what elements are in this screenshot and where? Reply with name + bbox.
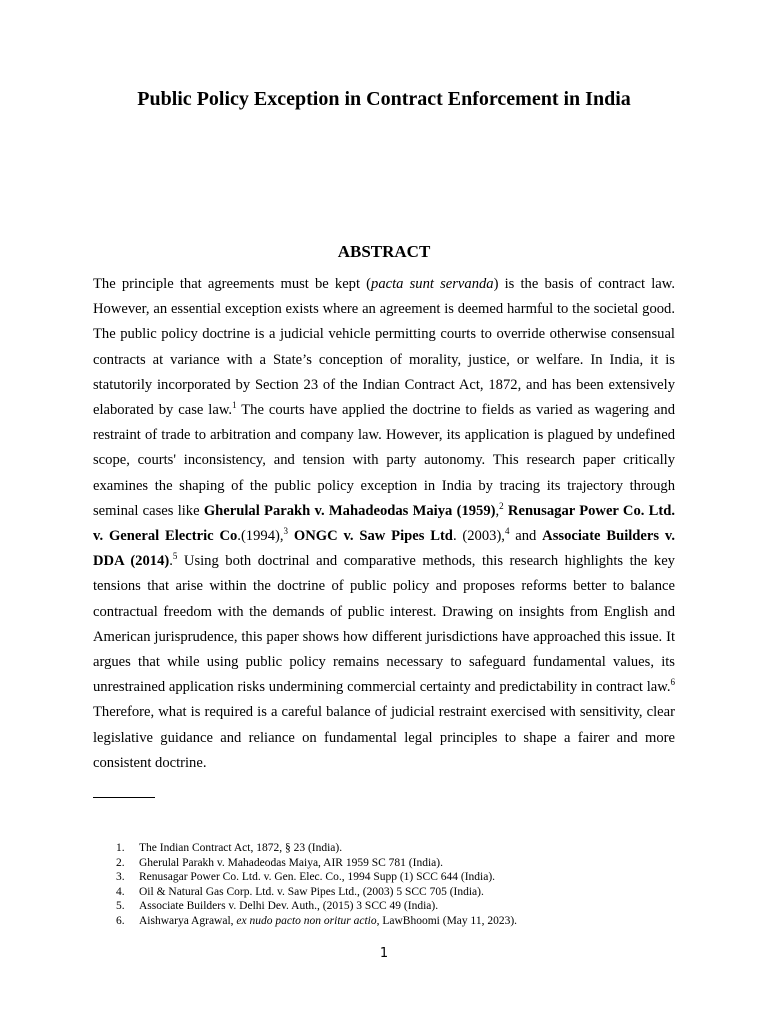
footnote-number: 5. bbox=[116, 900, 125, 912]
footnote-ref-3[interactable]: 3 bbox=[283, 526, 289, 537]
abstract-text: The courts have applied the doctrine to fields as varied as wagering and restraint of trade to arbitration and company law. However, its application is plagued by undefined scope, courts' inconsistency, and tension with party autonomy. This research paper critically examines the shaping of the public policy exception in India by tracing its trajectory through seminal cases like bbox=[93, 402, 675, 519]
footnote-item bbox=[92, 885, 692, 900]
footnote-number: 2. bbox=[116, 856, 125, 869]
abstract-text: and bbox=[509, 528, 543, 545]
footnote-item bbox=[92, 870, 692, 885]
footnote-text: Associate Builders v. Delhi Dev. Auth., (2015) 3 SCC 49 (India). bbox=[139, 900, 439, 912]
footnote-item bbox=[92, 914, 692, 929]
footnote-ref-1[interactable]: 1 bbox=[232, 400, 237, 411]
abstract-paragraph bbox=[93, 272, 675, 776]
footnote-item bbox=[92, 899, 692, 914]
abstract-text: , bbox=[495, 502, 500, 519]
footnote-number: 1. bbox=[116, 842, 125, 854]
footnote-text: Gherulal Parakh v. Mahadeodas Maiya, AIR 1959 SC 781 (India). bbox=[139, 856, 443, 869]
case-name: Associate Builders v. DDA (2014) bbox=[93, 528, 676, 570]
abstract-text: . (2003), bbox=[452, 528, 505, 545]
case-name: Renusagar Power Co. Ltd. v. General Electric Co bbox=[93, 502, 676, 545]
footnote-ref-6[interactable]: 6 bbox=[670, 677, 675, 688]
case-name: Gherulal Parakh v. Mahadeodas Maiya (1959) bbox=[203, 502, 496, 519]
case-name: ONGC v. Saw Pipes Ltd bbox=[293, 528, 453, 545]
abstract-text: . bbox=[169, 553, 173, 570]
abstract-text: Therefore, what is required is a careful balance of judicial restraint exercised with sensitivity, clear legislative guidance and reliance on fundamental legal principles to shape a fairer and more consistent doctrine. bbox=[93, 704, 675, 771]
footnote-text-part: , LawBhoomi (May 11, 2023). bbox=[376, 914, 518, 927]
footnote-text bbox=[139, 914, 692, 929]
footnote-ref-5[interactable]: 5 bbox=[172, 551, 178, 562]
abstract-text: The principle that agreements must be kept ( bbox=[93, 276, 372, 292]
abstract-text: Using both doctrinal and comparative methods, this research highlights the key tensions that arise within the doctrine of public policy and proposes reforms better to balance contractual freedom with the demands of public interest. Drawing on insights from English and American jurisprudence, this paper shows how different jurisdictions have approached this issue. It argues that while using public policy remains necessary to safeguard fundamental values, its unrestrained application risks undermining commercial certainty and predictability in contract law. bbox=[93, 553, 675, 696]
footnote-text-part: Aishwarya Agrawal, bbox=[139, 914, 237, 927]
footnote-ref-2[interactable]: 2 bbox=[499, 500, 504, 511]
abstract-text: ) is the basis of contract law. However, an essential exception exists where an agreement is deemed harmful to the societal good. The public policy doctrine is a judicial vehicle permitting courts to override otherwise consensual contracts at variance with a State’s conception of morality, justice, or welfare. In India, it is statutorily incorporated by Section 23 of the Indian Contract Act, 1872, and has been extensively elaborated by case law. bbox=[93, 276, 675, 419]
footnote-list bbox=[92, 841, 692, 928]
footnote-article-title: ex nudo pacto non oritur actio bbox=[236, 914, 377, 927]
footnote-text: Renusagar Power Co. Ltd. v. Gen. Elec. Co., 1994 Supp (1) SCC 644 (India). bbox=[139, 871, 496, 883]
page-number: 1 bbox=[379, 946, 389, 961]
abstract-text: .(1994), bbox=[237, 528, 284, 545]
footnote-text: Oil & Natural Gas Corp. Ltd. v. Saw Pipes Ltd., (2003) 5 SCC 705 (India). bbox=[139, 885, 484, 898]
footnote-item bbox=[92, 856, 692, 871]
footnote-ref-4[interactable]: 4 bbox=[504, 526, 510, 537]
abstract-heading: ABSTRACT bbox=[337, 242, 431, 261]
latin-maxim: pacta sunt servanda bbox=[371, 276, 494, 292]
footnote-number: 3. bbox=[116, 871, 125, 883]
footnote-item bbox=[92, 841, 692, 856]
footnote-text: The Indian Contract Act, 1872, § 23 (India). bbox=[139, 842, 343, 854]
footnote-number: 4. bbox=[116, 885, 125, 898]
footnote-number: 6. bbox=[116, 914, 125, 927]
document-title: Public Policy Exception in Contract Enforcement in India bbox=[137, 88, 631, 110]
footnote-separator bbox=[93, 797, 155, 798]
